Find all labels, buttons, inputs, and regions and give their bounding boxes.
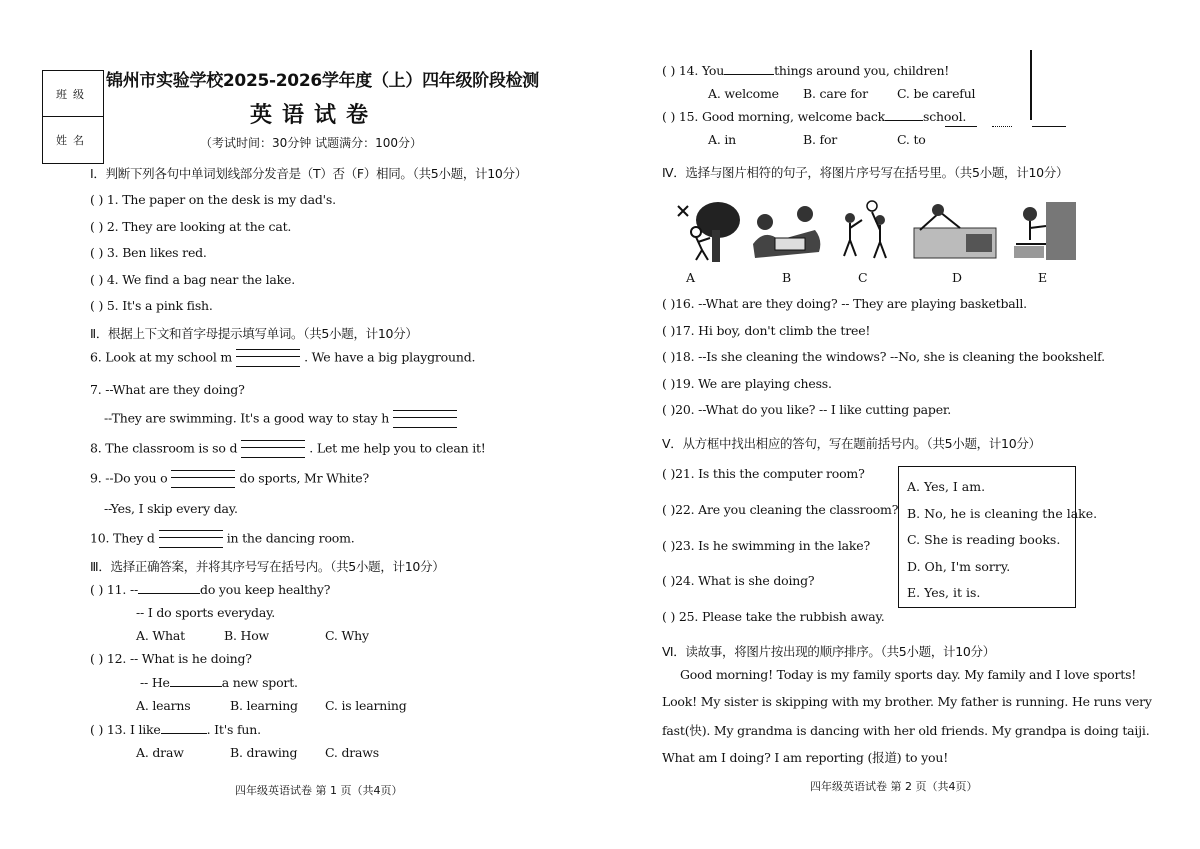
section-4-heading: Ⅳ．选择与图片相符的句子，将图片序号写在括号里。（共5小题，计10分） [662,165,1069,180]
margin-line [1030,50,1032,120]
option-15b: B. for [803,132,838,147]
option-13b: B. drawing [230,745,298,760]
question-2: ( ) 2. They are looking at the cat. [90,219,292,234]
class-name-table [42,70,104,164]
question-1: ( ) 1. The paper on the desk is my dad's. [90,192,336,207]
question-12: ( ) 12. -- What is he doing? [90,651,252,666]
answer-blank-14[interactable] [724,63,774,75]
name-label: 姓名 [56,133,90,147]
picture-label-c: C [858,270,868,285]
option-14b: B. care for [803,86,868,101]
picture-c-basketball [834,200,896,262]
picture-label-d: D [952,270,963,285]
picture-d-cleaning [910,200,1000,262]
exam-info: （考试时间：30分钟 试题满分：100分） [200,136,422,150]
question-21: ( )21. Is this the computer room? [662,466,865,481]
answer-blank-10[interactable] [159,530,223,548]
answer-choice-b: B. No, he is cleaning the lake. [907,506,1098,521]
question-9: 9. --Do you o do sports, Mr White? [90,470,369,488]
question-24: ( )24. What is she doing? [662,573,815,588]
question-4: ( ) 4. We find a bag near the lake. [90,272,295,287]
option-11c: C. Why [325,628,369,643]
story-line-1: Good morning! Today is my family sports day. My family and I love sports! [680,667,1137,682]
question-22: ( )22. Are you cleaning the classroom? [662,502,899,517]
answer-blank-11[interactable] [138,582,200,594]
answer-choice-a: A. Yes, I am. [907,479,986,494]
option-14a: A. welcome [708,86,779,101]
question-23: ( )23. Is he swimming in the lake? [662,538,870,553]
question-18: ( )18. --Is she cleaning the windows? --No, she is cleaning the bookshelf. [662,349,1105,364]
option-11b: B. How [224,628,270,643]
answer-choices-box [898,466,1098,608]
exam-subtitle: 英语试卷 [250,103,379,128]
class-label: 班级 [43,71,103,117]
answer-blank-7[interactable] [393,410,457,428]
question-12-reply: -- He a new sport. [140,675,298,690]
question-7: --They are swimming. It's a good way to stay h [104,410,461,428]
section-6-heading: Ⅵ．读故事，将图片按出现的顺序排序。（共5小题，计10分） [662,644,995,659]
question-16: ( )16. --What are they doing? -- They are playing basketball. [662,296,1027,311]
page-1-footer: 四年级英语试卷 第 1 页（共4页） [235,784,403,797]
question-9-reply: --Yes, I skip every day. [104,501,238,516]
picture-b-playing-chess [745,200,827,262]
story-line-4: What am I doing? I am reporting (报道) to you! [662,750,949,765]
section-5-heading: Ⅴ．从方框中找出相应的答句，写在题前括号内。（共5小题，计10分） [662,436,1041,451]
option-12b: B. learning [230,698,298,713]
question-5: ( ) 5. It's a pink fish. [90,298,213,313]
option-13a: A. draw [136,745,184,760]
question-17: ( )17. Hi boy, don't climb the tree! [662,323,871,338]
question-14: ( ) 14. You things around you, children! [662,63,950,78]
picture-a-climbing-tree [672,200,742,262]
margin-dash-2 [992,126,1012,127]
answer-blank-12[interactable] [170,675,222,687]
option-15c: C. to [897,132,926,147]
question-11: ( ) 11. -- do you keep healthy? [90,582,331,597]
answer-choice-d: D. Oh, I'm sorry. [907,559,1011,574]
section-2-heading: Ⅱ．根据上下文和首字母提示填写单词。（共5小题，计10分） [90,326,418,341]
question-11-reply: -- I do sports everyday. [136,605,276,620]
picture-label-b: B [782,270,792,285]
exam-title: 锦州市实验学校2025-2026学年度（上）四年级阶段检测 [106,71,539,91]
story-line-3: fast(快). My grandma is dancing with her old friends. My grandpa is doing taiji. [662,723,1150,738]
question-7-prompt: 7. --What are they doing? [90,382,245,397]
question-20: ( )20. --What do you like? -- I like cutting paper. [662,402,952,417]
question-10: 10. They d in the dancing room. [90,530,355,548]
picture-label-e: E [1038,270,1048,285]
question-25: ( ) 25. Please take the rubbish away. [662,609,885,624]
option-15a: A. in [708,132,737,147]
section-1-heading: Ⅰ．判断下列各句中单词划线部分发音是（T）否（F）相同。（共5小题，计10分） [90,166,527,181]
question-3: ( ) 3. Ben likes red. [90,245,207,260]
answer-blank-8[interactable] [241,440,305,458]
margin-dash-1 [945,126,977,127]
section-3-heading: Ⅲ．选择正确答案，并将其序号写在括号内。（共5小题，计10分） [90,559,445,574]
answer-choice-e: E. Yes, it is. [907,585,981,600]
question-13: ( ) 13. I like . It's fun. [90,722,261,737]
page-2-footer: 四年级英语试卷 第 2 页（共4页） [810,780,978,793]
option-12a: A. learns [136,698,191,713]
answer-blank-13[interactable] [161,722,207,734]
option-14c: C. be careful [897,86,976,101]
answer-blank-15[interactable] [885,109,923,121]
story-line-2: Look! My sister is skipping with my brother. My father is running. He runs very [662,694,1152,709]
option-13c: C. draws [325,745,380,760]
answer-blank-6[interactable] [236,349,300,367]
answer-blank-9[interactable] [171,470,235,488]
picture-label-a: A [686,270,696,285]
margin-dash-3 [1032,126,1066,127]
option-12c: C. is learning [325,698,407,713]
question-8: 8. The classroom is so d . Let me help you to clean it! [90,440,486,458]
question-15: ( ) 15. Good morning, welcome back school. [662,109,967,124]
answer-choice-c: C. She is reading books. [907,532,1061,547]
question-19: ( )19. We are playing chess. [662,376,832,391]
picture-e-cutting-paper [1012,200,1078,262]
option-11a: A. What [136,628,185,643]
question-6: 6. Look at my school m . We have a big playground. [90,349,475,367]
